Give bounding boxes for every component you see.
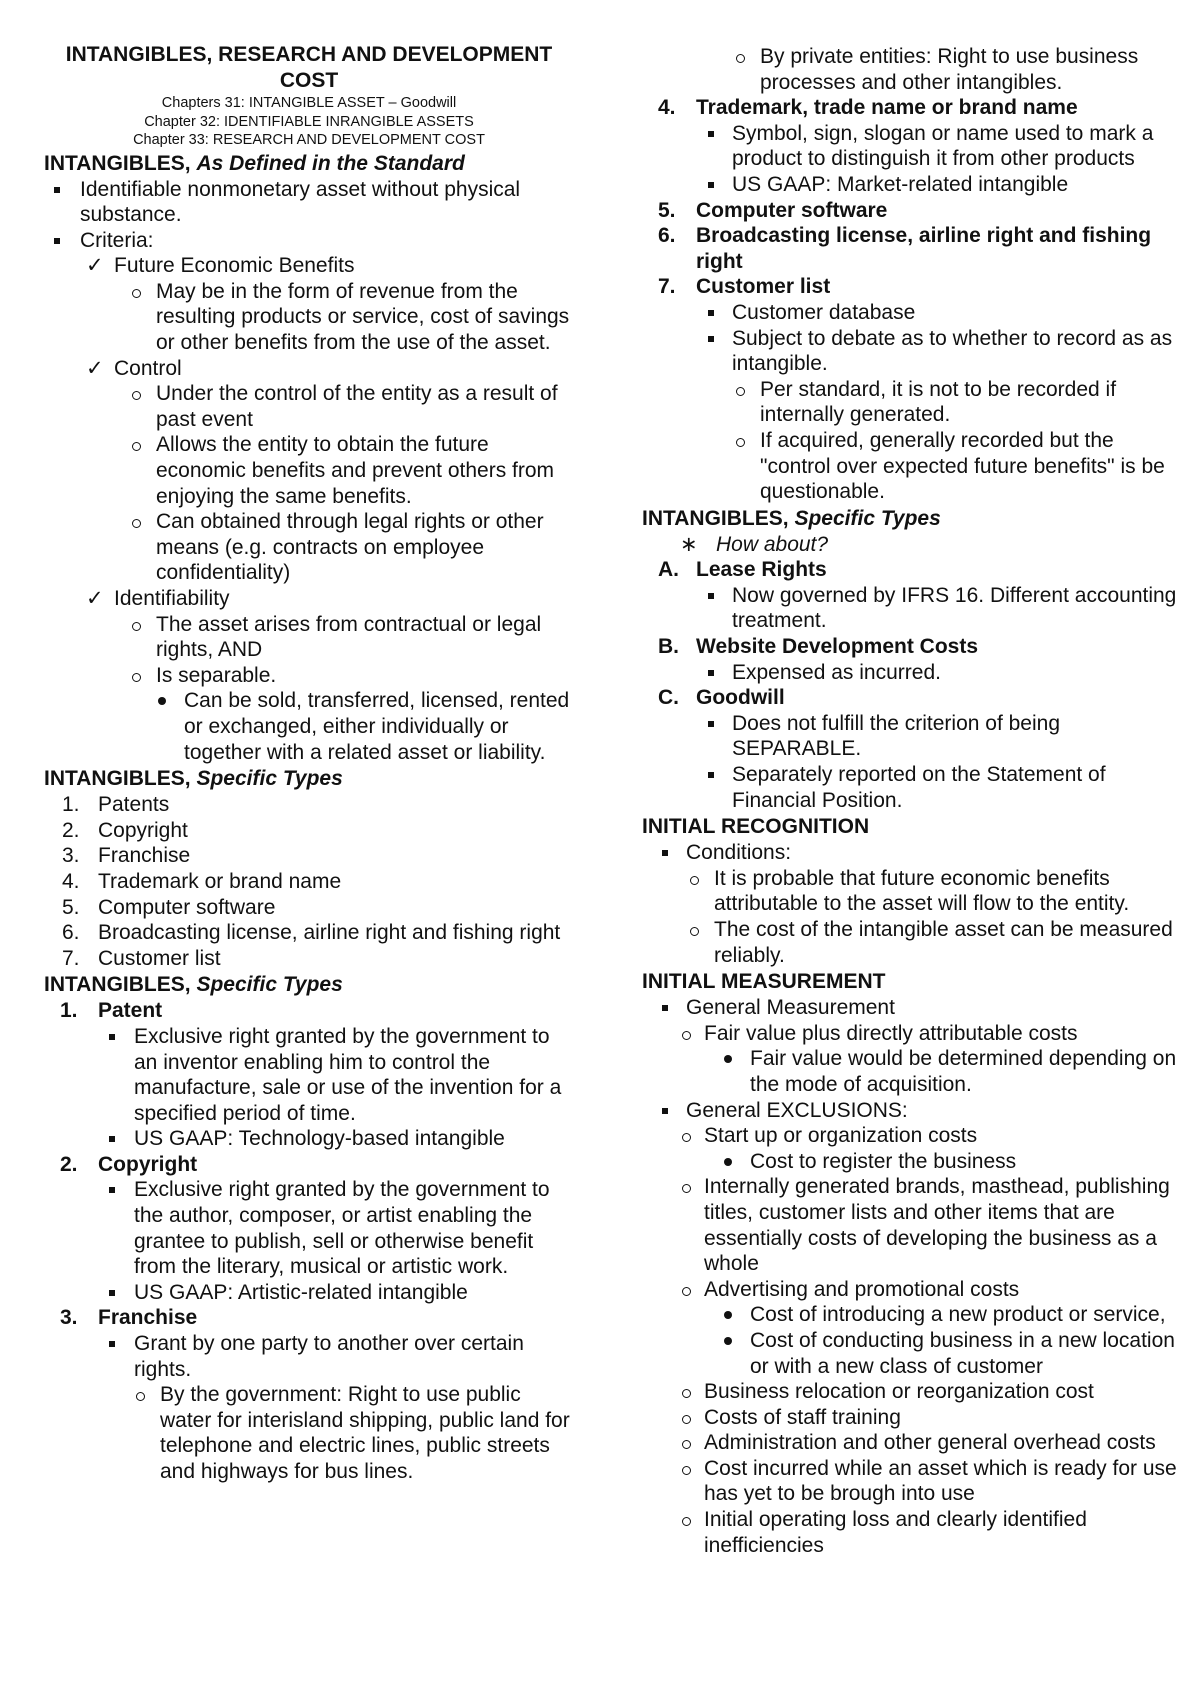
list-item-text: Customer list [696, 275, 831, 299]
numbered-item [44, 843, 574, 869]
item-number: 3. [62, 844, 80, 868]
list-item-text: How about? [716, 532, 829, 556]
list-item-text: Subject to debate as to whether to record as as intangible. [732, 326, 1173, 376]
section-heading-types-list [44, 766, 574, 792]
heading-italic: Specific Types [196, 973, 343, 997]
circle-bullet-icon [682, 1517, 691, 1526]
list-item-text: Initial operating loss and clearly identified inefficiencies [704, 1508, 1087, 1557]
list-item-text: Criteria: [80, 228, 154, 252]
list-item-text: Website Development Costs [696, 635, 979, 659]
circle-bullet-icon [682, 1415, 691, 1424]
square-bullet-icon [708, 182, 714, 188]
square-bullet-icon [109, 1341, 115, 1347]
list-item-text: Copyright [98, 818, 188, 842]
list-item-text: Separately reported on the Statement of Financial Position. [732, 763, 1106, 812]
item-number: 2. [62, 818, 80, 842]
list-item-text: US GAAP: Technology-based intangible [134, 1127, 505, 1151]
list-item [642, 1379, 1180, 1405]
list-item [642, 326, 1180, 377]
circle-bullet-icon [682, 1287, 691, 1296]
circle-bullet-icon [736, 438, 745, 447]
square-bullet-icon [708, 670, 714, 676]
list-item [44, 253, 574, 279]
heading-prefix: INTANGIBLES, [44, 767, 191, 791]
square-bullet-icon [662, 1108, 668, 1114]
list-item [44, 177, 574, 228]
numbered-item [44, 1305, 574, 1331]
section-heading-types-detail [44, 972, 574, 998]
list-item-text: Broadcasting license, airline right and fishing right [696, 224, 1152, 273]
list-item-text: The asset arises from contractual or legal rights, AND [156, 612, 542, 662]
heading-prefix: INTANGIBLES, [44, 973, 191, 997]
circle-bullet-icon [132, 622, 141, 631]
list-item-text: Cost of introducing a new product or service, [750, 1303, 1166, 1327]
numbered-item [44, 1152, 574, 1178]
numbered-item [642, 198, 1180, 224]
list-item-text: Per standard, it is not to be recorded if internally generated. [760, 377, 1117, 427]
chapter-line: Chapter 32: IDENTIFIABLE INRANGIBLE ASSETS [144, 113, 474, 130]
circle-bullet-icon [690, 927, 699, 936]
list-item [44, 1280, 574, 1306]
list-item-text: Start up or organization costs [704, 1124, 978, 1148]
checkmark-icon: ✓ [86, 587, 104, 610]
heading-italic: As Defined in the Standard [196, 151, 465, 175]
list-item-text: Control [114, 356, 182, 380]
square-bullet-icon [109, 1136, 115, 1142]
numbered-item [44, 895, 574, 921]
chapter-line: Chapter 33: RESEARCH AND DEVELOPMENT COST [133, 132, 485, 148]
list-item [642, 1123, 1180, 1149]
list-item-text: Conditions: [686, 841, 792, 865]
list-item-text: Exclusive right granted by the government to the author, composer, or artist enabling the grantee to publish, sell or otherwise benefit from the literary, musical or artistic work. [134, 1178, 550, 1279]
list-item-text: It is probable that future economic benefits attributable to the asset will flow to the entity. [714, 866, 1130, 916]
list-item [642, 428, 1180, 505]
circle-bullet-icon [682, 1389, 691, 1398]
item-letter: A. [658, 558, 679, 582]
list-item [44, 612, 574, 663]
list-item [44, 381, 574, 432]
list-item-text: US GAAP: Market-related intangible [732, 172, 1069, 196]
list-item [44, 1177, 574, 1279]
list-item [642, 1507, 1180, 1558]
list-item-text: Grant by one party to another over certain rights. [134, 1332, 524, 1381]
list-item [642, 762, 1180, 813]
item-letter: B. [658, 635, 679, 659]
list-item-text: Identifiable nonmonetary asset without physical substance. [80, 177, 521, 227]
list-item [642, 1456, 1180, 1507]
list-item [44, 663, 574, 689]
list-item [642, 1021, 1180, 1047]
item-number: 1. [60, 999, 78, 1023]
list-item-text: Customer database [732, 300, 916, 324]
list-item [642, 172, 1180, 198]
list-item [642, 1302, 1180, 1328]
list-item [642, 660, 1180, 686]
dot-bullet-icon [724, 1055, 732, 1063]
circle-bullet-icon [682, 1466, 691, 1475]
list-item-text: Franchise [98, 1306, 198, 1330]
list-item [44, 228, 574, 254]
document-title [44, 42, 574, 94]
heading-italic: Specific Types [196, 767, 343, 791]
item-number: 6. [658, 224, 676, 248]
item-number: 3. [60, 1306, 78, 1330]
list-item [642, 377, 1180, 428]
list-item [642, 840, 1180, 866]
list-item-text: Allows the entity to obtain the future economic benefits and prevent others from enjoying the same benefits. [156, 433, 555, 508]
list-item-text: Patents [98, 793, 170, 817]
list-item [642, 866, 1180, 917]
list-item [642, 121, 1180, 172]
title-line-2: COST [279, 69, 339, 92]
list-item-text: Fair value plus directly attributable costs [704, 1021, 1078, 1045]
item-number: 5. [62, 895, 80, 919]
lettered-item [642, 634, 1180, 660]
list-item [642, 300, 1180, 326]
list-item-text: Computer software [696, 198, 888, 222]
item-number: 2. [60, 1152, 78, 1176]
list-item [642, 44, 1180, 95]
dot-bullet-icon [724, 1311, 732, 1319]
list-item [642, 1328, 1180, 1379]
numbered-item [44, 869, 574, 895]
list-item-text: Exclusive right granted by the government to an inventor enabling him to control the manufacture, sale or use of the invention for a specified period of time. [134, 1024, 562, 1125]
dot-bullet-icon [724, 1337, 732, 1345]
square-bullet-icon [662, 1005, 668, 1011]
right-column [642, 44, 1180, 1558]
asterisk-icon: ∗ [680, 532, 698, 556]
square-bullet-icon [708, 336, 714, 342]
circle-bullet-icon [690, 876, 699, 885]
chapter-line: Chapters 31: INTANGIBLE ASSET – Goodwill [161, 95, 457, 111]
list-item-text: Can be sold, transferred, licensed, rented or exchanged, either individually or together with a related asset or liability. [184, 689, 570, 764]
list-item [642, 1098, 1180, 1124]
list-item-text: By private entities: Right to use business processes and other intangibles. [760, 45, 1139, 94]
circle-bullet-icon [682, 1031, 691, 1040]
heading-prefix: INTANGIBLES, [642, 506, 789, 530]
item-number: 4. [62, 869, 80, 893]
circle-bullet-icon [136, 1392, 145, 1401]
list-item [44, 509, 574, 586]
list-item [642, 1174, 1180, 1276]
list-item-text: Does not fulfill the criterion of being SEPARABLE. [732, 711, 1061, 761]
item-letter: C. [658, 686, 679, 710]
numbered-item [44, 818, 574, 844]
list-item-text: By the government: Right to use public water for interisland shipping, public land for telephone and electric lines, public streets and highways for bus lines. [160, 1383, 570, 1483]
item-number: 7. [62, 946, 80, 970]
list-item [642, 711, 1180, 762]
list-item-text: Cost of conducting business in a new location or with a new class of customer [750, 1328, 1175, 1378]
list-item-text: Now governed by IFRS 16. Different accounting treatment. [732, 583, 1177, 633]
section-heading-initial-measurement: INITIAL MEASUREMENT [642, 970, 886, 994]
list-item [642, 1405, 1180, 1431]
square-bullet-icon [109, 1034, 115, 1040]
square-bullet-icon [54, 187, 60, 193]
dot-bullet-icon [724, 1158, 732, 1166]
square-bullet-icon [708, 721, 714, 727]
list-item-text: Can obtained through legal rights or other means (e.g. contracts on employee confidentiality) [156, 510, 544, 585]
checkmark-icon: ✓ [86, 254, 104, 278]
heading-prefix: INTANGIBLES, [44, 151, 191, 175]
circle-bullet-icon [682, 1440, 691, 1449]
circle-bullet-icon [132, 442, 141, 451]
list-item-text: Broadcasting license, airline right and fishing right [98, 921, 561, 945]
list-item-text: Cost to register the business [750, 1149, 1017, 1173]
list-item [642, 917, 1180, 968]
list-item-text: General Measurement [686, 996, 895, 1020]
circle-bullet-icon [132, 519, 141, 528]
list-item [44, 432, 574, 509]
list-item-text: Business relocation or reorganization cost [704, 1380, 1094, 1404]
list-item-text: Advertising and promotional costs [704, 1277, 1020, 1301]
numbered-item [44, 946, 574, 972]
numbered-item [642, 274, 1180, 300]
list-item-text: Goodwill [696, 686, 785, 710]
list-item-text: Costs of staff training [704, 1405, 901, 1429]
square-bullet-icon [109, 1290, 115, 1296]
numbered-item [44, 998, 574, 1024]
circle-bullet-icon [132, 673, 141, 682]
list-item-text: Patent [98, 999, 163, 1023]
circle-bullet-icon [682, 1184, 691, 1193]
left-column [44, 42, 574, 1485]
section-heading-definition [44, 151, 574, 177]
list-item [44, 1331, 574, 1382]
list-item [642, 1149, 1180, 1175]
list-item-text: Computer software [98, 895, 276, 919]
numbered-item [642, 223, 1180, 274]
circle-bullet-icon [736, 387, 745, 396]
title-line-1: INTANGIBLES, RESEARCH AND DEVELOPMENT [65, 43, 553, 66]
list-item [44, 1382, 574, 1484]
list-item-text: Administration and other general overhead costs [704, 1431, 1156, 1455]
list-item [642, 532, 1180, 558]
dot-bullet-icon [158, 697, 166, 705]
square-bullet-icon [708, 310, 714, 316]
item-number: 4. [658, 96, 676, 120]
circle-bullet-icon [132, 289, 141, 298]
list-item-text: US GAAP: Artistic-related intangible [134, 1280, 468, 1304]
list-item [44, 1024, 574, 1126]
list-item-text: The cost of the intangible asset can be measured reliably. [714, 918, 1173, 967]
circle-bullet-icon [736, 54, 745, 63]
item-number: 5. [658, 198, 676, 222]
list-item-text: Internally generated brands, masthead, publishing titles, customer lists and other items that are essentially costs of developing the business as a whole [704, 1175, 1170, 1276]
lettered-item [642, 557, 1180, 583]
list-item-text: Lease Rights [696, 558, 827, 582]
square-bullet-icon [708, 593, 714, 599]
square-bullet-icon [662, 850, 668, 856]
section-heading-types-other [642, 506, 1180, 532]
item-number: 7. [658, 275, 676, 299]
lettered-item [642, 685, 1180, 711]
list-item [642, 1277, 1180, 1303]
list-item-text: Future Economic Benefits [114, 254, 355, 278]
square-bullet-icon [708, 131, 714, 137]
list-item-text: Fair value would be determined depending on the mode of acquisition. [750, 1047, 1177, 1096]
square-bullet-icon [708, 772, 714, 778]
list-item [44, 586, 574, 612]
list-item-text: Is separable. [156, 663, 277, 687]
list-item-text: Under the control of the entity as a result of past event [156, 382, 558, 431]
list-item-text: Trademark, trade name or brand name [696, 96, 1078, 120]
list-item-text: Cost incurred while an asset which is ready for use has yet to be brough into use [704, 1456, 1177, 1506]
list-item [44, 688, 574, 765]
list-item [44, 279, 574, 356]
item-number: 6. [62, 921, 80, 945]
list-item-text: Expensed as incurred. [732, 660, 941, 684]
list-item [642, 583, 1180, 634]
list-item-text: Copyright [98, 1152, 198, 1176]
circle-bullet-icon [132, 391, 141, 400]
item-number: 1. [62, 793, 80, 817]
list-item-text: Trademark or brand name [98, 869, 342, 893]
numbered-item [44, 920, 574, 946]
list-item [642, 1046, 1180, 1097]
circle-bullet-icon [682, 1133, 691, 1142]
list-item-text: If acquired, generally recorded but the "control over expected future benefits" is be questionable. [760, 428, 1165, 504]
checkmark-icon: ✓ [86, 356, 104, 380]
list-item-text: Symbol, sign, slogan or name used to mark a product to distinguish it from other products [732, 121, 1154, 171]
list-item-text: General EXCLUSIONS: [686, 1098, 908, 1122]
numbered-item [44, 792, 574, 818]
square-bullet-icon [54, 238, 60, 244]
list-item [642, 995, 1180, 1021]
section-heading-initial-recognition: INITIAL RECOGNITION [642, 815, 870, 839]
list-item [44, 356, 574, 382]
list-item [44, 1126, 574, 1152]
list-item-text: Customer list [98, 946, 221, 970]
numbered-item [642, 95, 1180, 121]
list-item-text: Franchise [98, 844, 191, 868]
list-item [642, 1430, 1180, 1456]
list-item-text: Identifiability [114, 587, 230, 610]
square-bullet-icon [109, 1187, 115, 1193]
list-item-text: May be in the form of revenue from the resulting products or service, cost of savings or other benefits from the use of the asset. [156, 279, 570, 355]
heading-italic: Specific Types [794, 506, 941, 530]
